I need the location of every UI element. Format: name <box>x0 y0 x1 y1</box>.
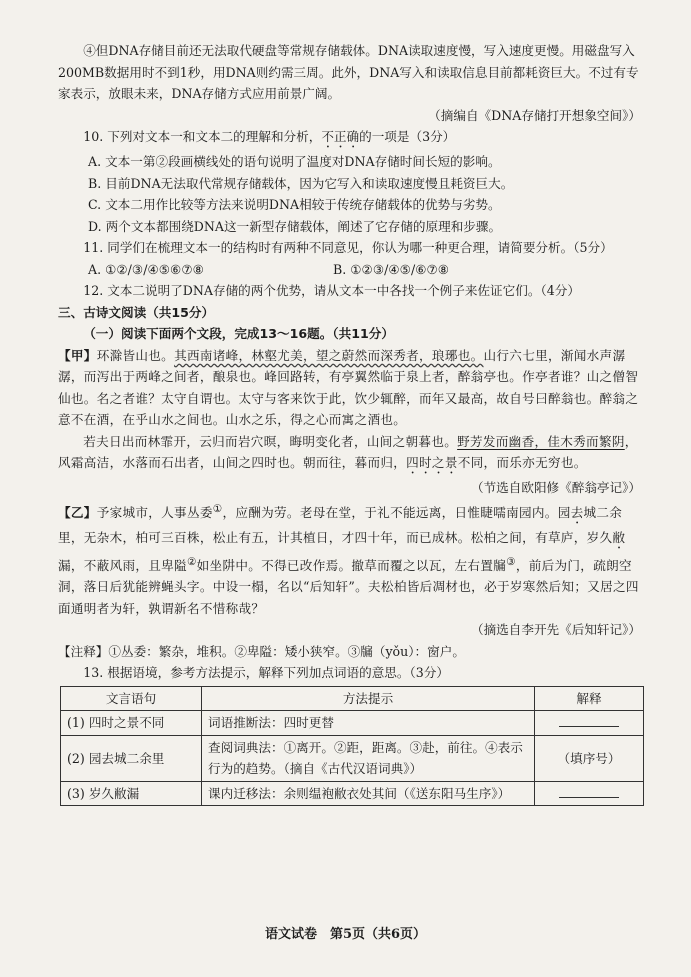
q11-options <box>58 259 641 281</box>
q10-option-d: D. 两个文本都围绕DNA这一新型存储载体，阐述了它存储的原理和步骤。 <box>88 218 502 234</box>
row-2-sentence: (2) 园去城二余里 <box>61 735 202 781</box>
passage-jia-para1: 【甲】环滁皆山也。其西南诸峰，林壑尤美，望之蔚然而深秀者，琅琊也。山行六七里，渐闻水声潺潺，而泻出于两峰之间者，酿泉也。峰回路转，有亭翼然临于泉上者，醉翁亭也。作亭者谁？山之僧智仙也。名之者谁？太守自谓也。太守与客来饮于此，饮少辄醉，而年又最高，故自号曰醉翁也。醉翁之意不在酒，在乎山水之间也。山水之乐，得之心而寓之酒也。 <box>58 347 639 427</box>
section-3-title: 三、古诗文阅读（共15分） <box>58 304 215 320</box>
question-12-stem: 12. 文本二说明了DNA存储的两个优势，请从文本一中各找一个例子来佐证它们。（4分） <box>83 283 580 298</box>
table-header-method: 方法提示 <box>202 686 535 711</box>
passage-jia-para2: 若夫日出而林霏开，云归而岩穴暝，晦明变化者，山间之朝暮也。野芳发而幽香，佳木秀而繁阴，风霜高洁，水落而石出者，山间之四时也。朝而往，暮而归，四时之景不同，而乐亦无穷也。 <box>58 433 638 470</box>
table-row <box>61 781 644 806</box>
section-3-subtitle: （一）阅读下面两个文段，完成13～16题。（共11分） <box>83 326 394 341</box>
row-2-method: 查阅词典法：①离开。②距，距离。③赴，前往。④表示行为的趋势。（摘自《古代汉语词典》） <box>202 735 535 781</box>
row-1-method: 词语推断法：四时更替 <box>202 711 535 736</box>
underlined-sentence: 野芳发而幽香，佳木秀而繁阴 <box>457 433 625 449</box>
table-header-row <box>61 686 644 711</box>
question-13-stem: 13. 根据语境，参考方法提示，解释下列加点词语的意思。（3分） <box>83 665 449 681</box>
q10-option-b: B. 目前DNA无法取代常规存储载体，因为它写入和读取速度慢且耗资巨大。 <box>88 175 514 191</box>
passage-yi-source: （摘选自李开先《后知轩记》） <box>470 622 641 638</box>
passage-jia-source: （节选自欧阳修《醉翁亭记》） <box>470 480 641 495</box>
q10-option-c: C. 文本二用作比较等方法来说明DNA相较于传统存储载体的优势与劣势。 <box>88 197 501 212</box>
row-2-answer-cell[interactable]: （填序号） <box>535 735 644 781</box>
annotations: 【注释】①丛委：繁杂，堆积。②卑隘：矮小狭窄。③牖（yǒu）：窗户。 <box>58 643 465 659</box>
q10-option-a: A. 文本一第②段画横线处的语句说明了温度对DNA存储时间长短的影响。 <box>88 154 501 169</box>
page-footer: 语文试卷 第5页（共6页） <box>264 926 427 942</box>
row-3-answer-cell[interactable] <box>535 781 644 806</box>
question-10-stem: 10. 下列对文本一和文本二的理解和分析，不正确的一项是（3分） <box>83 129 456 144</box>
row-3-method: 课内迁移法：余则缊袍敝衣处其间（《送东阳马生序》） <box>202 781 535 806</box>
emphasis-qu: 去 <box>570 504 584 520</box>
question-11-stem: 11. 同学们在梳理文本一的结构时有两种不同意见，你认为哪一种更合理，请简要分析。（5分） <box>83 240 613 255</box>
table-header-sentence: 文言语句 <box>61 686 202 711</box>
emphasis-four-seasons: 四时之景 <box>406 455 458 470</box>
q11-option-b: B. ①②③/④⑤/⑥⑦⑧ <box>333 261 450 277</box>
passage-source: （摘编自《DNA存储打开想象空间》） <box>428 107 641 123</box>
table-row <box>61 735 644 781</box>
passage-paragraph-4: ④但DNA存储目前还无法取代硬盘等常规存储载体。DNA读取速度慢，写入速度更慢。用磁盘写入200MB数据用时不到1秒，用DNA则约需三周。此外，DNA写入和读取信息目前都耗资巨大。不过有专家表示，放眼未来，DNA存储方式应用前景广阔。 <box>58 43 639 101</box>
note-ref-3: ③ <box>506 555 516 568</box>
q13-table <box>60 686 644 807</box>
table-row <box>61 711 644 736</box>
note-ref-2: ② <box>186 555 197 568</box>
row-1-answer-cell[interactable] <box>535 711 644 736</box>
emphasis-not-correct: 不正确 <box>321 129 360 144</box>
q11-option-a: A. ①②/③/④⑤⑥⑦⑧ <box>88 261 204 277</box>
table-header-answer: 解释 <box>535 686 644 711</box>
passage-yi: 【乙】予家城市，人事丛委①，应酬为劳。老母在堂，于礼不能远离，日惟睫嚅南园内。园去城二余里，无杂木，柏可三百株，松止有五，计其植日，才四十年，而已成林。松柏之间，有草庐，岁久敝漏，不蔽风雨，且卑隘②如坐阱中。不得已改作焉。撤草而覆之以瓦，左右置牖③，前后为门，疏朗空洞，落日后犹能辨蝇头字。中设一榻，名以“后知轩”。夫松柏皆后凋材也，必于岁寒然后知；又居之四面通明者为轩，孰谓新名不惜称哉？ <box>58 502 639 616</box>
answer-blank-1[interactable] <box>559 714 619 727</box>
wavy-underlined-sentence: 其西南诸峰，林壑尤美，望之蔚然而深秀者，琅琊也。 <box>174 347 484 363</box>
emphasis-bi: 敝 <box>612 529 626 545</box>
answer-blank-3[interactable] <box>559 785 619 798</box>
row-1-sentence: (1) 四时之景不同 <box>61 711 202 736</box>
note-ref-1: ① <box>212 502 223 515</box>
row-3-sentence: (3) 岁久敝漏 <box>61 781 202 806</box>
